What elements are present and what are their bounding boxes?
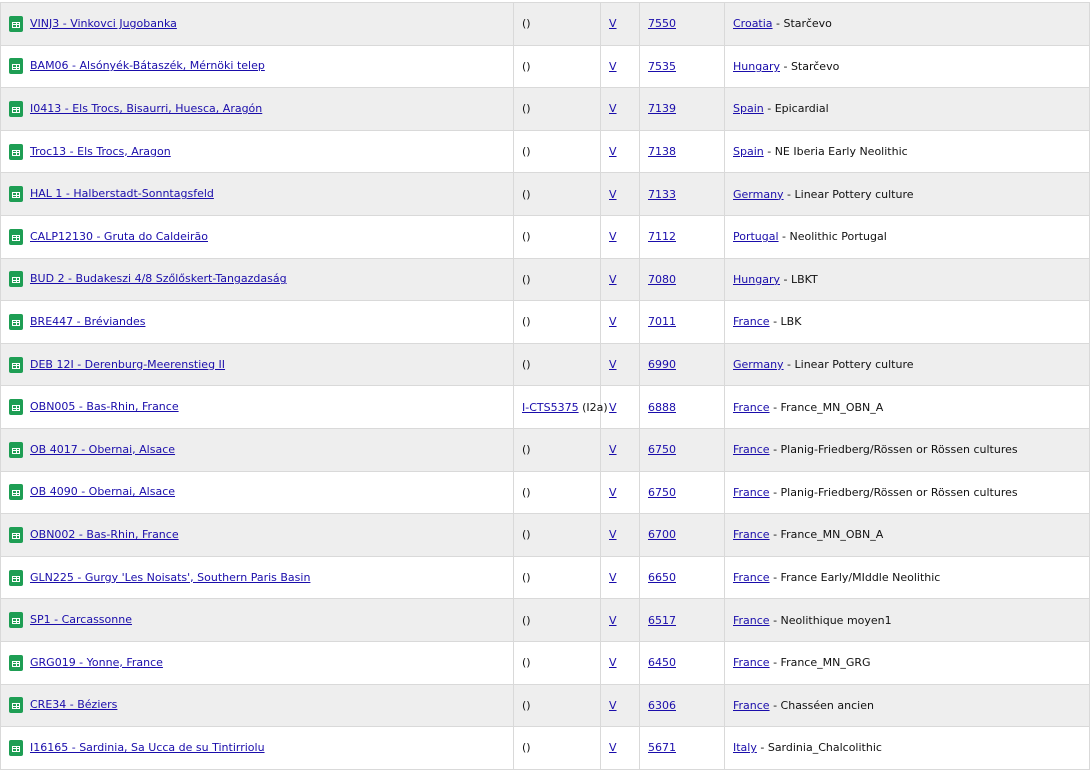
date-link[interactable]: 7080 [648, 272, 676, 286]
table-row [1, 301, 1089, 343]
haplogroup-text: () [522, 17, 531, 31]
haplogroup-cell [514, 46, 600, 88]
sample-cell [1, 344, 513, 386]
haplogroup-cell [514, 642, 600, 684]
spreadsheet-icon[interactable] [9, 58, 23, 74]
location-cell [725, 173, 1089, 215]
culture-text: - LBK [769, 315, 802, 329]
culture-text: - Starčevo [779, 59, 840, 73]
country-link[interactable]: France [733, 698, 770, 712]
v-link[interactable]: V [609, 741, 617, 755]
v-cell [601, 301, 639, 343]
country-link[interactable]: France [733, 443, 770, 457]
sample-cell [1, 685, 513, 727]
location-cell [725, 472, 1089, 514]
sample-cell [1, 131, 513, 173]
sample-link[interactable]: OBN005 - Bas-Rhin, France [30, 400, 179, 414]
culture-text: - Neolithique moyen1 [769, 613, 892, 627]
sample-link[interactable]: BAM06 - Alsónyék-Bátaszék, Mérnöki telep [30, 59, 265, 73]
haplogroup-text: (I2a) [578, 400, 608, 414]
haplogroup-cell [514, 685, 600, 727]
spreadsheet-icon[interactable] [9, 655, 23, 671]
sample-cell [1, 46, 513, 88]
location-cell [725, 88, 1089, 130]
country-link[interactable]: France [733, 528, 770, 542]
date-link[interactable]: 6888 [648, 400, 676, 414]
v-cell [601, 131, 639, 173]
sample-cell [1, 173, 513, 215]
haplogroup-text: () [522, 613, 531, 627]
haplogroup-cell [514, 429, 600, 471]
sample-cell [1, 429, 513, 471]
spreadsheet-icon[interactable] [9, 101, 23, 117]
date-link[interactable]: 6306 [648, 698, 676, 712]
table-row [1, 429, 1089, 471]
haplogroup-cell [514, 3, 600, 45]
sample-cell [1, 88, 513, 130]
culture-text: - Sardinia_Chalcolithic [756, 741, 882, 755]
v-link[interactable]: V [609, 485, 617, 499]
country-link[interactable]: Germany [733, 187, 784, 201]
sample-link[interactable]: OB 4090 - Obernai, Alsace [30, 485, 176, 499]
spreadsheet-icon[interactable] [9, 16, 23, 32]
table-row [1, 472, 1089, 514]
country-link[interactable]: Portugal [733, 230, 779, 244]
haplogroup-cell [514, 514, 600, 556]
country-link[interactable]: Hungary [733, 272, 780, 286]
sample-cell [1, 472, 513, 514]
country-link[interactable]: France [733, 400, 770, 414]
culture-text: - France Early/MIddle Neolithic [769, 571, 941, 585]
table-row [1, 599, 1089, 641]
date-cell [640, 259, 724, 301]
spreadsheet-icon[interactable] [9, 442, 23, 458]
date-cell [640, 599, 724, 641]
date-link[interactable]: 7112 [648, 230, 676, 244]
sample-link[interactable]: SP1 - Carcassonne [30, 613, 132, 627]
spreadsheet-icon[interactable] [9, 357, 23, 373]
spreadsheet-icon[interactable] [9, 612, 23, 628]
culture-text: - Linear Pottery culture [783, 358, 914, 372]
location-cell [725, 642, 1089, 684]
date-cell [640, 3, 724, 45]
location-cell [725, 216, 1089, 258]
v-cell [601, 685, 639, 727]
sample-link[interactable]: BRE447 - Bréviandes [30, 314, 146, 328]
spreadsheet-icon[interactable] [9, 229, 23, 245]
location-cell [725, 259, 1089, 301]
table-row [1, 46, 1089, 88]
date-cell [640, 46, 724, 88]
table-row [1, 514, 1089, 556]
spreadsheet-icon[interactable] [9, 484, 23, 500]
culture-text: - Epicardial [763, 102, 829, 116]
sample-cell [1, 557, 513, 599]
country-link[interactable]: Hungary [733, 59, 780, 73]
culture-text: - Chasséen ancien [769, 698, 874, 712]
sample-link[interactable]: I0413 - Els Trocs, Bisaurri, Huesca, Aragón [30, 101, 263, 115]
sample-link[interactable]: OBN002 - Bas-Rhin, France [30, 527, 179, 541]
date-cell [640, 727, 724, 769]
v-link[interactable]: V [609, 272, 617, 286]
haplogroup-text: () [522, 187, 531, 201]
sample-cell [1, 259, 513, 301]
date-cell [640, 514, 724, 556]
date-link[interactable]: 7133 [648, 187, 676, 201]
country-link[interactable]: France [733, 656, 770, 670]
date-link[interactable]: 6450 [648, 656, 676, 670]
date-cell [640, 216, 724, 258]
spreadsheet-icon[interactable] [9, 186, 23, 202]
location-cell [725, 429, 1089, 471]
v-cell [601, 46, 639, 88]
country-link[interactable]: France [733, 613, 770, 627]
haplogroup-cell [514, 344, 600, 386]
v-cell [601, 599, 639, 641]
location-cell [725, 46, 1089, 88]
v-cell [601, 216, 639, 258]
v-cell [601, 259, 639, 301]
sample-cell [1, 727, 513, 769]
date-link[interactable]: 7011 [648, 315, 676, 329]
table-row [1, 216, 1089, 258]
country-link[interactable]: Spain [733, 145, 764, 159]
date-link[interactable]: 7550 [648, 17, 676, 31]
haplogroup-text: () [522, 102, 531, 116]
v-cell [601, 472, 639, 514]
table-row [1, 3, 1089, 45]
sample-cell [1, 3, 513, 45]
country-link[interactable]: Italy [733, 741, 757, 755]
v-link[interactable]: V [609, 358, 617, 372]
samples-table-body [1, 3, 1089, 769]
date-link[interactable]: 6990 [648, 358, 676, 372]
spreadsheet-icon[interactable] [9, 144, 23, 160]
haplogroup-text: () [522, 358, 531, 372]
table-row [1, 727, 1089, 769]
haplogroup-cell [514, 259, 600, 301]
sample-cell [1, 216, 513, 258]
sample-link[interactable]: BUD 2 - Budakeszi 4/8 Szőlőskert-Tangazdaság [30, 272, 287, 286]
date-link[interactable]: 7535 [648, 59, 676, 73]
table-row [1, 642, 1089, 684]
country-link[interactable]: Germany [733, 358, 784, 372]
location-cell [725, 131, 1089, 173]
spreadsheet-icon[interactable] [9, 314, 23, 330]
haplogroup-text: () [522, 698, 531, 712]
sample-link[interactable]: HAL 1 - Halberstadt-Sonntagsfeld [30, 187, 214, 201]
location-cell [725, 557, 1089, 599]
spreadsheet-icon[interactable] [9, 697, 23, 713]
date-cell [640, 173, 724, 215]
v-cell [601, 557, 639, 599]
location-cell [725, 3, 1089, 45]
table-row [1, 344, 1089, 386]
haplogroup-text: () [522, 59, 531, 73]
sample-cell [1, 642, 513, 684]
sample-link[interactable]: I16165 - Sardinia, Sa Ucca de su Tintirriolu [30, 740, 265, 754]
culture-text: - Linear Pottery culture [783, 187, 914, 201]
sample-link[interactable]: CRE34 - Béziers [30, 698, 118, 712]
haplogroup-link[interactable]: I-CTS5375 [522, 400, 579, 414]
v-link[interactable]: V [609, 187, 617, 201]
culture-text: - France_MN_OBN_A [769, 528, 884, 542]
v-cell [601, 727, 639, 769]
haplogroup-text: () [522, 443, 531, 457]
culture-text: - Planig-Friedberg/Rössen or Rössen cultures [769, 443, 1018, 457]
sample-link[interactable]: GRG019 - Yonne, France [30, 655, 163, 669]
spreadsheet-icon[interactable] [9, 271, 23, 287]
haplogroup-text: () [522, 656, 531, 670]
location-cell [725, 514, 1089, 556]
date-cell [640, 685, 724, 727]
culture-text: - France_MN_GRG [769, 656, 871, 670]
haplogroup-cell [514, 472, 600, 514]
date-link[interactable]: 7138 [648, 145, 676, 159]
haplogroup-text: () [522, 571, 531, 585]
date-link[interactable]: 6517 [648, 613, 676, 627]
haplogroup-text: () [522, 315, 531, 329]
date-link[interactable]: 6700 [648, 528, 676, 542]
location-cell [725, 685, 1089, 727]
v-link[interactable]: V [609, 102, 617, 116]
sample-cell [1, 599, 513, 641]
v-link[interactable]: V [609, 59, 617, 73]
v-link[interactable]: V [609, 315, 617, 329]
date-cell [640, 472, 724, 514]
v-link[interactable]: V [609, 571, 617, 585]
haplogroup-cell [514, 88, 600, 130]
table-row [1, 259, 1089, 301]
table-row [1, 386, 1089, 428]
v-cell [601, 88, 639, 130]
v-cell [601, 514, 639, 556]
table-row [1, 131, 1089, 173]
sample-link[interactable]: OB 4017 - Obernai, Alsace [30, 442, 176, 456]
spreadsheet-icon[interactable] [9, 399, 23, 415]
v-link[interactable]: V [609, 698, 617, 712]
haplogroup-text: () [522, 741, 531, 755]
location-cell [725, 301, 1089, 343]
haplogroup-cell [514, 727, 600, 769]
haplogroup-cell [514, 216, 600, 258]
culture-text: - LBKT [779, 272, 818, 286]
date-cell [640, 301, 724, 343]
sample-link[interactable]: DEB 12I - Derenburg-Meerenstieg II [30, 357, 226, 371]
spreadsheet-icon[interactable] [9, 570, 23, 586]
date-link[interactable]: 6650 [648, 571, 676, 585]
date-link[interactable]: 6750 [648, 485, 676, 499]
v-cell [601, 344, 639, 386]
spreadsheet-icon[interactable] [9, 527, 23, 543]
location-cell [725, 727, 1089, 769]
culture-text: - Planig-Friedberg/Rössen or Rössen cultures [769, 485, 1018, 499]
country-link[interactable]: Croatia [733, 17, 773, 31]
haplogroup-cell [514, 131, 600, 173]
country-link[interactable]: France [733, 485, 770, 499]
date-cell [640, 386, 724, 428]
date-cell [640, 131, 724, 173]
v-link[interactable]: V [609, 17, 617, 31]
haplogroup-cell [514, 599, 600, 641]
haplogroup-text: () [522, 145, 531, 159]
samples-table [0, 2, 1090, 770]
v-link[interactable]: V [609, 145, 617, 159]
v-link[interactable]: V [609, 613, 617, 627]
v-cell [601, 3, 639, 45]
country-link[interactable]: France [733, 315, 770, 329]
sample-link[interactable]: GLN225 - Gurgy 'Les Noisats', Southern Paris Basin [30, 570, 311, 584]
haplogroup-cell [514, 386, 608, 428]
culture-text: - Starčevo [772, 17, 832, 31]
country-link[interactable]: Spain [733, 102, 764, 116]
v-link[interactable]: V [609, 443, 617, 457]
sample-cell [1, 514, 513, 556]
spreadsheet-icon[interactable] [9, 740, 23, 756]
v-link[interactable]: V [609, 230, 617, 244]
culture-text: - Neolithic Portugal [778, 230, 887, 244]
sample-link[interactable]: CALP12130 - Gruta do Caldeirão [30, 229, 208, 243]
location-cell [725, 386, 1089, 428]
haplogroup-text: () [522, 230, 531, 244]
haplogroup-cell [514, 301, 600, 343]
date-link[interactable]: 6750 [648, 443, 676, 457]
culture-text: - NE Iberia Early Neolithic [763, 145, 908, 159]
location-cell [725, 599, 1089, 641]
sample-cell [1, 301, 513, 343]
v-cell [601, 429, 639, 471]
date-cell [640, 429, 724, 471]
table-row [1, 685, 1089, 727]
haplogroup-text: () [522, 528, 531, 542]
v-link[interactable]: V [609, 400, 617, 414]
v-link[interactable]: V [609, 528, 617, 542]
date-cell [640, 88, 724, 130]
table-row [1, 88, 1089, 130]
sample-link[interactable]: Troc13 - Els Trocs, Aragon [30, 144, 171, 158]
location-cell [725, 344, 1089, 386]
v-cell [601, 173, 639, 215]
date-link[interactable]: 7139 [648, 102, 676, 116]
date-cell [640, 557, 724, 599]
table-row [1, 173, 1089, 215]
country-link[interactable]: France [733, 571, 770, 585]
sample-cell [1, 386, 513, 428]
haplogroup-text: () [522, 272, 531, 286]
haplogroup-cell [514, 173, 600, 215]
table-row [1, 557, 1089, 599]
sample-link[interactable]: VINJ3 - Vinkovci Jugobanka [30, 16, 177, 30]
date-cell [640, 344, 724, 386]
haplogroup-text: () [522, 485, 531, 499]
v-link[interactable]: V [609, 656, 617, 670]
date-link[interactable]: 5671 [648, 741, 676, 755]
culture-text: - France_MN_OBN_A [769, 400, 884, 414]
haplogroup-cell [514, 557, 600, 599]
date-cell [640, 642, 724, 684]
v-cell [601, 642, 639, 684]
